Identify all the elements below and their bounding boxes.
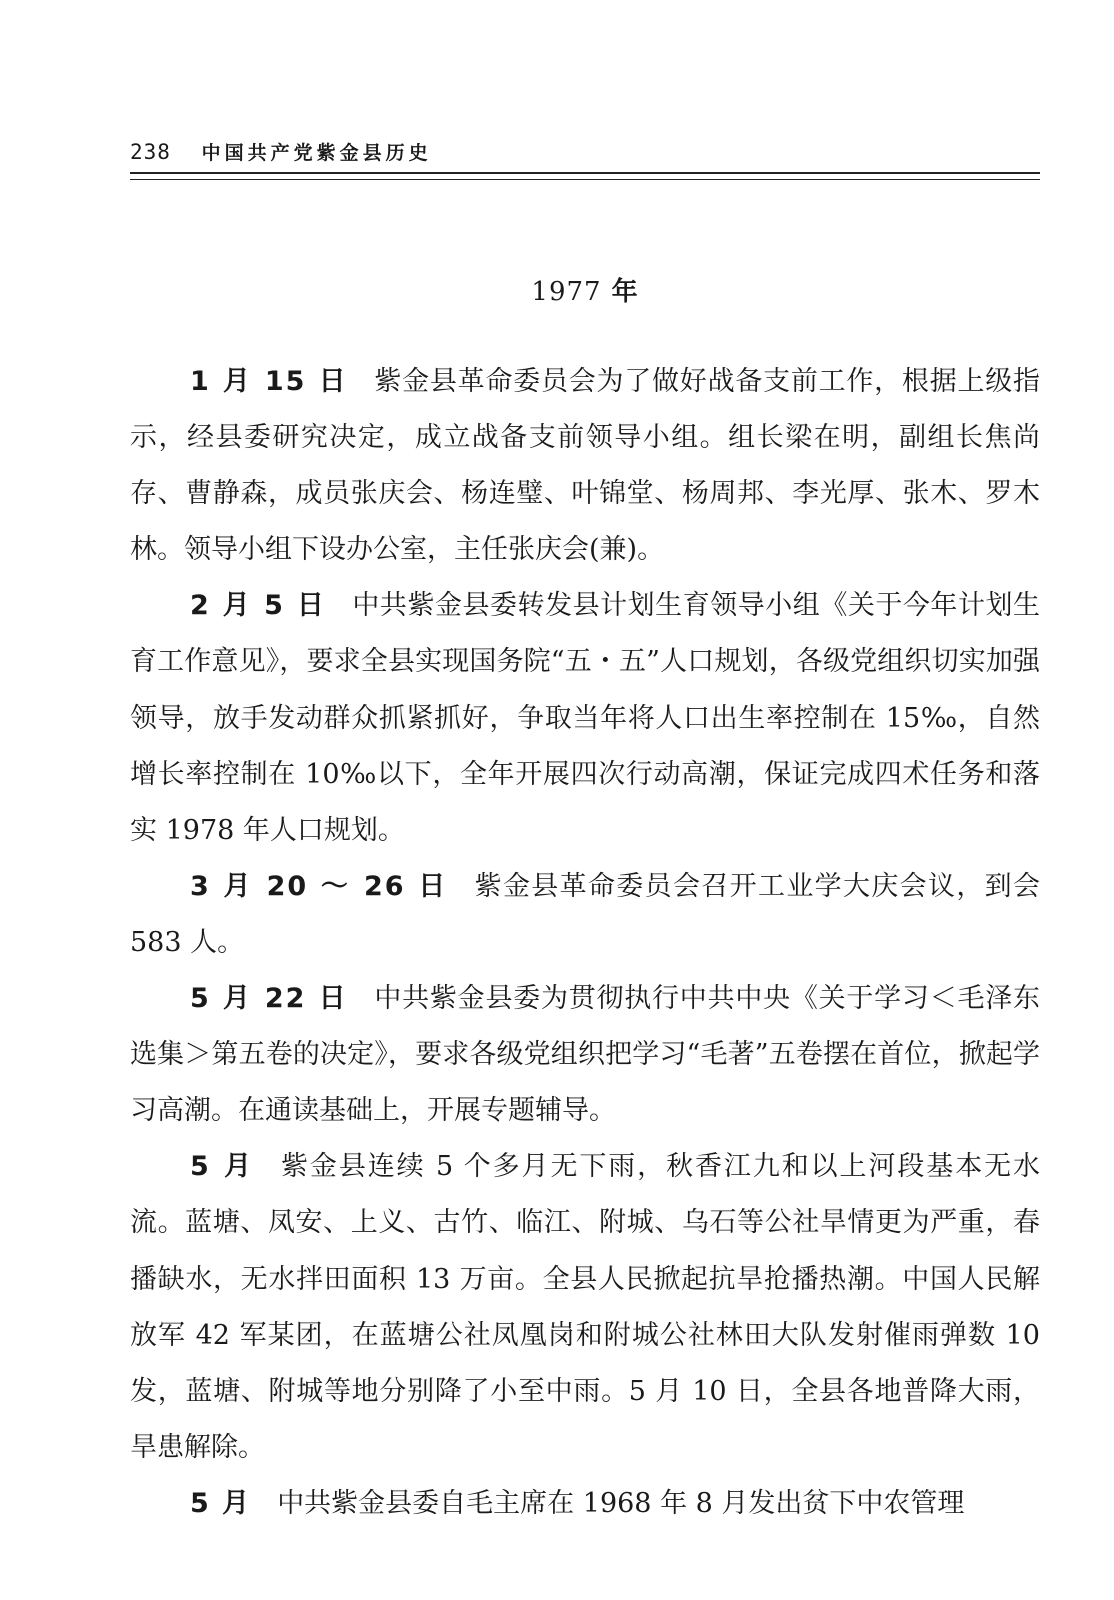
chronicle-entry (130, 1139, 1040, 1476)
entry-text: 紫金县连续 5 个多月无下雨，秋香江九和以上河段基本无水流。蓝塘、凤安、上义、古竹、临江、附城、乌石等公社旱情更为严重，春播缺水，无水拌田面积 13 万亩。全县人民掀起抗旱抢播热潮。中国人民解放军 42 军某团，在蓝塘公社凤凰岗和附城公社林田大队发射催雨弹数 10 发，蓝塘、附城等地分别降了小至中雨。5 月 10 日，全县各地普降大雨，旱患解除。 (130, 1151, 1041, 1463)
book-title: 中国共产党紫金县历史 (201, 142, 432, 164)
entry-text: 中共紫金县委转发县计划生育领导小组《关于今年计划生育工作意见》，要求全县实现国务院“五・五”人口规划，各级党组织切实加强领导，放手发动群众抓紧抓好，争取当年将人口出生率控制在 15‰，自然增长率控制在 10‰以下，全年开展四次行动高潮，保证完成四术任务和落实 1978 年人口规划。 (130, 590, 1040, 846)
chronicle-entry (130, 859, 1040, 971)
year-number: 1977 (531, 277, 602, 307)
year-heading (0, 272, 1114, 312)
running-header (130, 134, 1030, 170)
entry-text: 中共紫金县委为贯彻执行中共中央《关于学习＜毛泽东选集＞第五卷的决定》，要求各级党组织把学习“毛著”五卷摆在首位，掀起学习高潮。在通读基础上，开展专题辅导。 (130, 983, 1040, 1127)
chronicle-entry (130, 971, 1040, 1139)
chronicle-entry (130, 1476, 1040, 1532)
entry-text: 紫金县革命委员会为了做好战备支前工作，根据上级指示，经县委研究决定，成立战备支前领导小组。组长梁在明，副组长焦尚存、曹静森，成员张庆会、杨连璧、叶锦堂、杨周邦、李光厚、张木、罗木林。领导小组下设办公室，主任张庆会(兼)。 (130, 366, 1040, 566)
entry-date: 2 月 5 日 (190, 590, 327, 622)
entry-text: 中共紫金县委自毛主席在 1968 年 8 月发出贫下中农管理 (277, 1487, 965, 1519)
entry-date: 5 月 22 日 (190, 983, 349, 1015)
year-unit: 年 (611, 277, 639, 307)
entry-date: 5 月 (190, 1151, 256, 1183)
chronicle-entry (130, 354, 1040, 578)
page-number: 238 (130, 140, 171, 164)
header-rule-thick (130, 172, 1040, 174)
entry-date: 5 月 (190, 1487, 252, 1519)
chronicle-body (130, 354, 1040, 1532)
entry-date: 3 月 20 ～ 26 日 (190, 870, 449, 902)
entry-text: 紫金县革命委员会召开工业学大庆会议，到会 583 人。 (130, 870, 1041, 958)
header-rule-thin (130, 179, 1040, 180)
entry-date: 1 月 15 日 (190, 366, 349, 397)
chronicle-entry (130, 578, 1040, 858)
